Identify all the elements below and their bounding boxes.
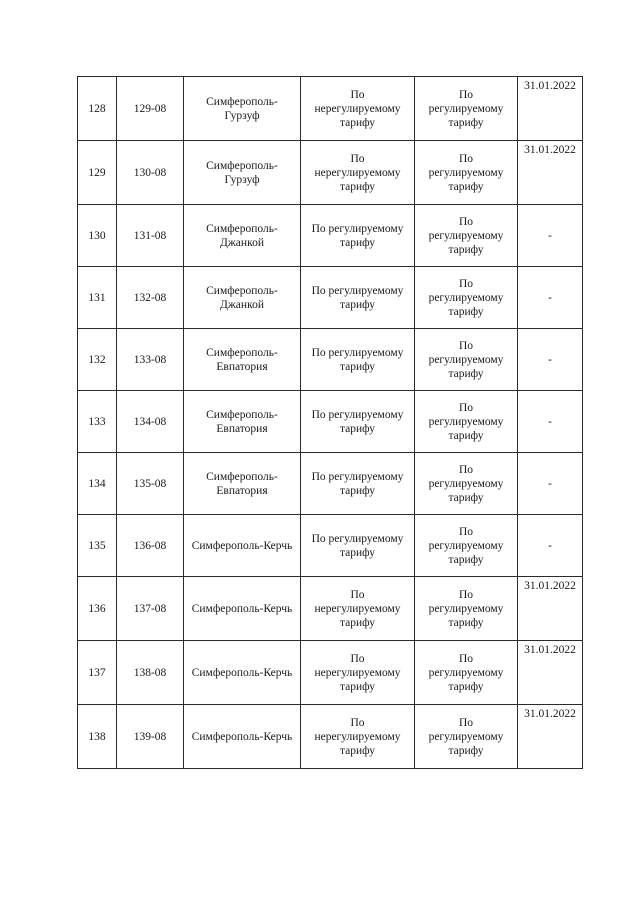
- route-number-cell: 132-08: [117, 267, 184, 329]
- date-cell: 31.01.2022: [518, 641, 583, 705]
- table-row: [78, 141, 583, 205]
- planned-tariff-cell: По регулируемому тарифу: [415, 205, 518, 267]
- route-name-cell: Симферополь-Керчь: [184, 641, 301, 705]
- route-name-cell: Симферополь-Керчь: [184, 705, 301, 769]
- table-row: [78, 641, 583, 705]
- route-name-cell: Симферополь- Джанкой: [184, 267, 301, 329]
- current-tariff-cell: По регулируемому тарифу: [301, 391, 415, 453]
- row-number-cell: 134: [78, 453, 117, 515]
- route-number-cell: 136-08: [117, 515, 184, 577]
- row-number-cell: 131: [78, 267, 117, 329]
- date-cell: 31.01.2022: [518, 141, 583, 205]
- route-number-cell: 139-08: [117, 705, 184, 769]
- route-number-cell: 133-08: [117, 329, 184, 391]
- date-cell: -: [518, 391, 583, 453]
- table-row: [78, 329, 583, 391]
- route-number-cell: 137-08: [117, 577, 184, 641]
- date-cell: -: [518, 205, 583, 267]
- current-tariff-cell: По нерегулируемому тарифу: [301, 577, 415, 641]
- route-number-cell: 134-08: [117, 391, 184, 453]
- route-name-cell: Симферополь-Керчь: [184, 515, 301, 577]
- planned-tariff-cell: По регулируемому тарифу: [415, 705, 518, 769]
- date-cell: 31.01.2022: [518, 705, 583, 769]
- table-row: [78, 515, 583, 577]
- date-cell: 31.01.2022: [518, 577, 583, 641]
- route-number-cell: 130-08: [117, 141, 184, 205]
- row-number-cell: 132: [78, 329, 117, 391]
- row-number-cell: 128: [78, 77, 117, 141]
- planned-tariff-cell: По регулируемому тарифу: [415, 453, 518, 515]
- route-name-cell: Симферополь- Джанкой: [184, 205, 301, 267]
- route-number-cell: 129-08: [117, 77, 184, 141]
- route-name-cell: Симферополь- Гурзуф: [184, 77, 301, 141]
- table-row: [78, 267, 583, 329]
- date-cell: -: [518, 329, 583, 391]
- planned-tariff-cell: По регулируемому тарифу: [415, 641, 518, 705]
- routes-table: [77, 76, 583, 769]
- planned-tariff-cell: По регулируемому тарифу: [415, 329, 518, 391]
- current-tariff-cell: По регулируемому тарифу: [301, 205, 415, 267]
- date-cell: -: [518, 515, 583, 577]
- planned-tariff-cell: По регулируемому тарифу: [415, 141, 518, 205]
- current-tariff-cell: По регулируемому тарифу: [301, 267, 415, 329]
- current-tariff-cell: По регулируемому тарифу: [301, 453, 415, 515]
- routes-table-body: [78, 77, 583, 769]
- current-tariff-cell: По регулируемому тарифу: [301, 515, 415, 577]
- route-name-cell: Симферополь- Евпатория: [184, 329, 301, 391]
- planned-tariff-cell: По регулируемому тарифу: [415, 577, 518, 641]
- planned-tariff-cell: По регулируемому тарифу: [415, 77, 518, 141]
- planned-tariff-cell: По регулируемому тарифу: [415, 391, 518, 453]
- route-number-cell: 138-08: [117, 641, 184, 705]
- date-cell: -: [518, 267, 583, 329]
- current-tariff-cell: По регулируемому тарифу: [301, 329, 415, 391]
- route-name-cell: Симферополь-Керчь: [184, 577, 301, 641]
- row-number-cell: 133: [78, 391, 117, 453]
- route-name-cell: Симферополь- Евпатория: [184, 453, 301, 515]
- row-number-cell: 129: [78, 141, 117, 205]
- table-row: [78, 453, 583, 515]
- planned-tariff-cell: По регулируемому тарифу: [415, 267, 518, 329]
- row-number-cell: 136: [78, 577, 117, 641]
- route-number-cell: 135-08: [117, 453, 184, 515]
- table-row: [78, 705, 583, 769]
- table-row: [78, 577, 583, 641]
- route-name-cell: Симферополь- Евпатория: [184, 391, 301, 453]
- table-row: [78, 77, 583, 141]
- table-row: [78, 205, 583, 267]
- current-tariff-cell: По нерегулируемому тарифу: [301, 141, 415, 205]
- current-tariff-cell: По нерегулируемому тарифу: [301, 641, 415, 705]
- planned-tariff-cell: По регулируемому тарифу: [415, 515, 518, 577]
- row-number-cell: 137: [78, 641, 117, 705]
- route-number-cell: 131-08: [117, 205, 184, 267]
- route-name-cell: Симферополь- Гурзуф: [184, 141, 301, 205]
- table-row: [78, 391, 583, 453]
- row-number-cell: 138: [78, 705, 117, 769]
- date-cell: 31.01.2022: [518, 77, 583, 141]
- row-number-cell: 130: [78, 205, 117, 267]
- date-cell: -: [518, 453, 583, 515]
- current-tariff-cell: По нерегулируемому тарифу: [301, 77, 415, 141]
- current-tariff-cell: По нерегулируемому тарифу: [301, 705, 415, 769]
- row-number-cell: 135: [78, 515, 117, 577]
